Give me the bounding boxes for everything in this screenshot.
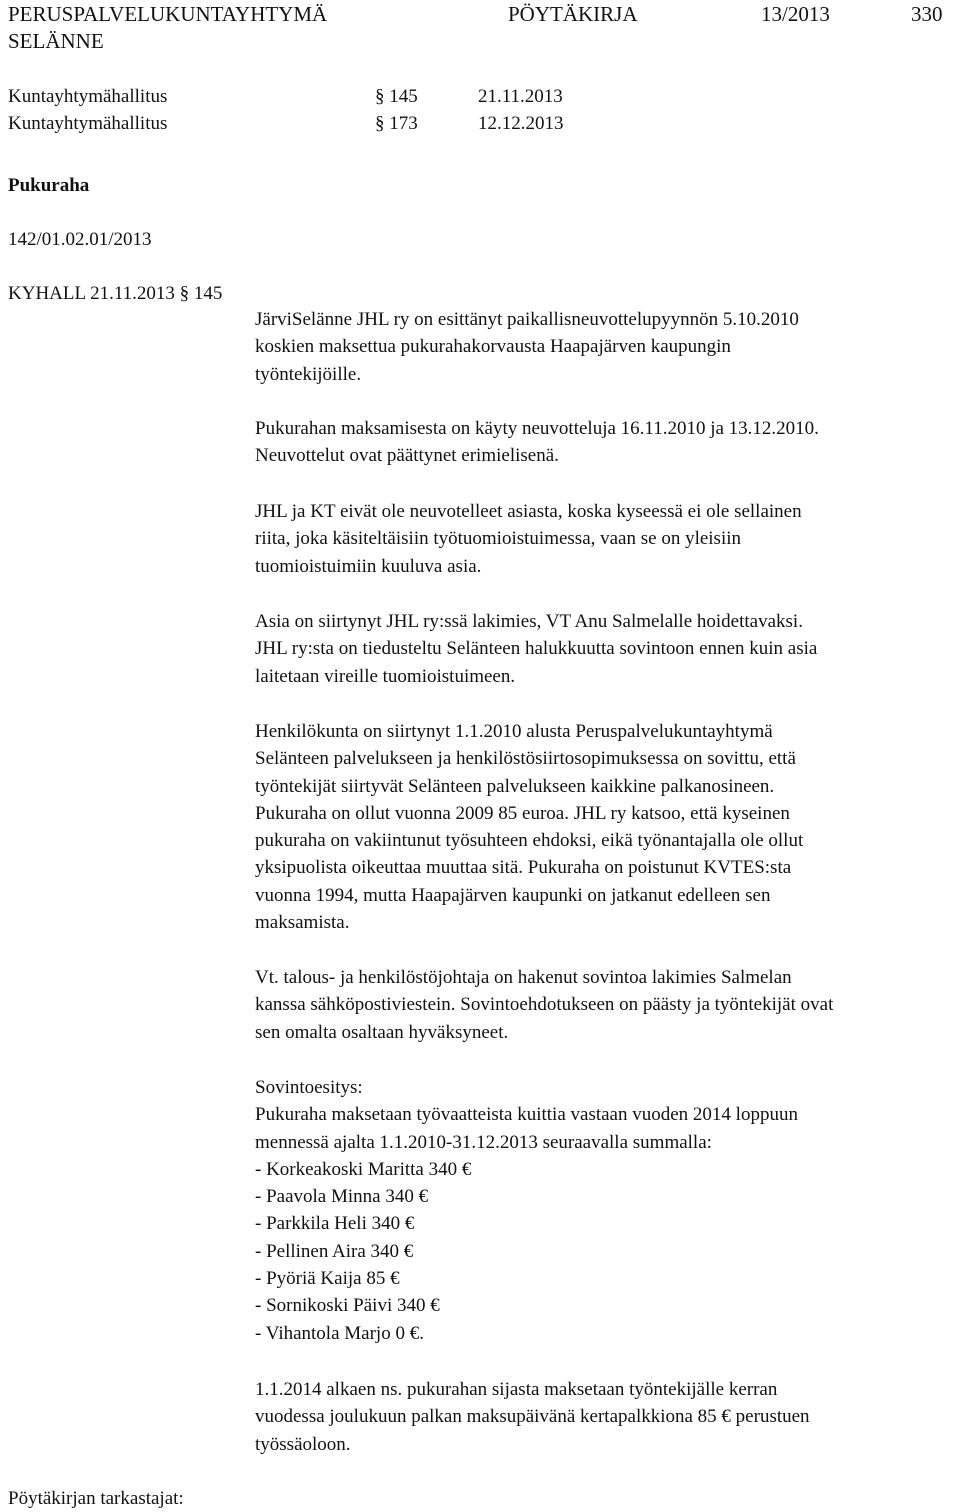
meeting-reference: KYHALL 21.11.2013 § 145	[8, 283, 223, 304]
settlement-list-item: - Korkeakoski Maritta 340 €	[255, 1158, 472, 1180]
paragraph-4	[255, 608, 955, 690]
document-type: PÖYTÄKIRJA	[508, 2, 638, 26]
paragraph-line: Selänteen palvelukseen ja henkilöstösiirtosopimuksessa on sovittu, että	[255, 748, 796, 770]
paragraph-6	[255, 964, 955, 1046]
paragraph-line: Vt. talous- ja henkilöstöjohtaja on hakenut sovintoa lakimies Salmelan	[255, 967, 792, 988]
section-title: Pukuraha	[8, 175, 90, 196]
paragraph-line: tuomioistuimiin kuuluva asia.	[255, 555, 482, 577]
paragraph-line: työntekijöille.	[255, 363, 362, 385]
paragraph-line: Neuvottelut ovat päättynet erimielisenä.	[255, 445, 559, 467]
reference-row-2-body: Kuntayhtymähallitus	[8, 113, 168, 134]
reference-row-1-date: 21.11.2013	[478, 86, 563, 107]
paragraph-line: koskien maksettua pukurahakorvausta Haapajärven kaupungin	[255, 336, 731, 358]
paragraph-line: Pukurahan maksamisesta on käyty neuvotteluja 16.11.2010 ja 13.12.2010.	[255, 418, 819, 439]
organization-name-line1: PERUSPALVELUKUNTAYHTYMÄ	[8, 2, 328, 26]
paragraph-line: laitetaan vireille tuomioistuimeen.	[255, 665, 516, 687]
organization-name-line2: SELÄNNE	[8, 29, 104, 53]
settlement-list-item: - Pellinen Aira 340 €	[255, 1240, 414, 1262]
paragraph-line: riita, joka käsiteltäisiin työtuomioistuimessa, vaan se on yleisiin	[255, 528, 742, 550]
paragraph-line: pukuraha on vakiintunut työsuhteen ehdoksi, eikä työnantajalla ole ollut	[255, 830, 804, 852]
paragraph-line: mennessä ajalta 1.1.2010-31.12.2013 seuraavalla summalla:	[255, 1131, 712, 1153]
paragraph-line: 1.1.2014 alkaen ns. pukurahan sijasta maksetaan työntekijälle kerran	[255, 1379, 778, 1400]
paragraph-line: vuonna 1994, mutta Haapajärven kaupunki on jatkanut edelleen sen	[255, 884, 771, 906]
reference-row-2-paragraph: § 173	[375, 113, 418, 134]
settlement-proposal	[255, 1074, 955, 1347]
paragraph-line: Pukuraha maksetaan työvaatteista kuittia vastaan vuoden 2014 loppuun	[255, 1104, 798, 1126]
paragraph-8	[255, 1376, 955, 1458]
reference-row-2-date: 12.12.2013	[478, 113, 564, 134]
settlement-heading: Sovintoesitys:	[255, 1077, 363, 1098]
settlement-list-item: - Vihantola Marjo 0 €.	[255, 1322, 424, 1344]
reference-row-1-body: Kuntayhtymähallitus	[8, 86, 168, 107]
paragraph-line: työntekijät siirtyvät Selänteen palvelukseen kaikkine palkanosineen.	[255, 775, 775, 797]
settlement-list-item: - Paavola Minna 340 €	[255, 1186, 429, 1208]
paragraph-5	[255, 718, 955, 936]
paragraph-line: työssäoloon.	[255, 1433, 351, 1455]
paragraph-line: Henkilökunta on siirtynyt 1.1.2010 alusta Peruspalvelukuntayhtymä	[255, 721, 773, 742]
paragraph-line: maksamista.	[255, 912, 350, 934]
paragraph-3	[255, 498, 955, 580]
settlement-list-item: - Parkkila Heli 340 €	[255, 1213, 415, 1235]
reference-row-1-paragraph: § 145	[375, 86, 418, 107]
paragraph-line: yksipuolista oikeuttaa muuttaa sitä. Pukuraha on poistunut KVTES:sta	[255, 857, 792, 879]
paragraph-line: vuodessa joulukuun palkan maksupäivänä kertapalkkiona 85 € perustuen	[255, 1406, 810, 1428]
settlement-list-item: - Sornikoski Päivi 340 €	[255, 1295, 440, 1317]
paragraph-line: JHL ja KT eivät ole neuvotelleet asiasta, koska kyseessä ei ole sellainen	[255, 501, 802, 522]
signature-label: Pöytäkirjan tarkastajat:	[8, 1488, 184, 1509]
record-number: 142/01.02.01/2013	[8, 229, 152, 250]
paragraph-line: kanssa sähköpostiviestein. Sovintoehdotukseen on päästy ja työntekijät ovat	[255, 994, 834, 1016]
page-number: 330	[911, 2, 943, 26]
settlement-list-item: - Pyöriä Kaija 85 €	[255, 1268, 400, 1290]
paragraph-line: Pukuraha on ollut vuonna 2009 85 euroa. JHL ry katsoo, että kyseinen	[255, 802, 790, 824]
paragraph-line: sen omalta osaltaan hyväksyneet.	[255, 1021, 509, 1043]
paragraph-line: JHL ry:sta on tiedusteltu Selänteen halukkuutta sovintoon ennen kuin asia	[255, 638, 818, 660]
paragraph-1	[255, 306, 955, 388]
document-number: 13/2013	[761, 2, 830, 26]
paragraph-line: Asia on siirtynyt JHL ry:ssä lakimies, VT Anu Salmelalle hoidettavaksi.	[255, 611, 803, 632]
paragraph-2	[255, 415, 955, 470]
paragraph-line: JärviSelänne JHL ry on esittänyt paikallisneuvottelupyynnön 5.10.2010	[255, 309, 799, 330]
